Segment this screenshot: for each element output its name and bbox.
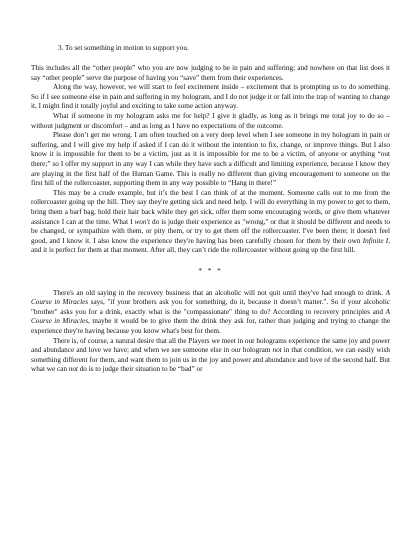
paragraph-1-text: This includes all the “other people” who you are now judging to be in pain and suffering; and nowhere on that list does it say “other people” serve the purpose of having you “save” them from their experiences. xyxy=(31,64,390,82)
paragraph-7 xyxy=(31,337,390,375)
paragraph-6-text-b: says, "if your brothers ask you for something, do it, because it doesn’t matter.". So if your alcoholic "brother" asks you for a drink, exactly what is the "compassionate" thing to do? According to recovery principles and xyxy=(31,298,391,316)
paragraph-5-emphasis-wont: won't xyxy=(134,217,151,226)
paragraph-5-text-a: This may be a crude example, but it’s the best I can think of at the moment. Someone calls out to me from the rollercoaster going up the hill. They say they're getting sick and need help. I will do everything in my power to get to them, bring them a barf bag, hold their hair back while they get sick, offer them some encouraging words, or give them whatever assistance I can at the time. What I xyxy=(31,188,390,226)
paragraph-7-emphasis-not-1: not xyxy=(272,346,282,355)
paragraph-6-text-a: There's an old saying in the recovery business that an alcoholic will not quit until they've had enough to drink. xyxy=(53,288,386,297)
paragraph-5-text-b: do is judge their experience as "wrong," or that it should be different and needs to be changed, or sympathize with them, or pity them, or try to get them off the rollercoaster. I've been there; it doesn't feel good, and I know it. I also know the experience they're having has been carefully chosen for them by their own xyxy=(31,217,391,245)
section-separator: * * * xyxy=(198,266,223,275)
paragraph-4-text: Please don’t get me wrong. I am often touched on a very deep level when I see someone in my hologram in pain or suffering, and I will give my help if asked if I can do it without the intention to fix, change, or improve things. But I also know it is impossible for them to be a victim, just as it is impossible for me to be a victim, of anyone or anything “out there;” so I offer my support in any way I can while they have such a difficult and limiting experience, because I know they are playing in the first half of the Human Game. This is really no different than giving encouragement to someone on the first hill of the rollercoaster, supporting them in any way possible to “Hang in there!” xyxy=(31,131,390,188)
paragraph-3 xyxy=(31,112,390,131)
paragraph-7-text-c: do is to judge their situation to be “bad” or xyxy=(77,365,203,374)
paragraph-2-text: Along the way, however, we will start to feel excitement inside – excitement that is prompting us to do something. So if I see someone else in pain and suffering in my hologram, and I do not judge it or fall into the trap of wanting to change it, I might find it totally joyful and exciting to take some action anyway. xyxy=(31,83,390,111)
paragraph-7-emphasis-not-2: not xyxy=(68,365,78,374)
paragraph-7-text-b: in that condition, we can easily wish something different for them, and want them to join us in the joy and power and abundance and love of the second half. But what we can xyxy=(31,346,390,374)
paragraph-7-text-a: There is, of course, a natural desire that all the Players we meet in our holograms experience the same joy and power and abundance and love we have; and when we see someone else in our hologram xyxy=(31,336,390,355)
paragraph-5-emphasis-infinite-i: Infinite I, xyxy=(362,236,390,245)
paragraph-6 xyxy=(31,289,390,337)
paragraph-6-text-c: , maybe it would be to give them the drink they ask for, rather than judging and trying to change the experience they're having because you know what's best for them. xyxy=(31,317,391,335)
paragraph-5 xyxy=(31,189,390,256)
paragraph-3-text: What if someone in my hologram asks me for help? I give it gladly, as long as it brings me total joy to do so – without judgment or discomfort – and as long as I have no expectations of the outcome. xyxy=(31,112,390,130)
paragraph-4 xyxy=(31,131,390,189)
paragraph-1 xyxy=(31,64,390,83)
section-heading: 3. To set something in motion to support you. xyxy=(58,44,189,52)
paragraph-6-title-acim-1: A Course in Miracles xyxy=(31,288,390,307)
paragraph-2 xyxy=(31,83,390,112)
paragraph-6-title-acim-2: A Course in Miracles xyxy=(31,307,390,326)
paragraph-5-text-c: and it is perfect for them at that moment. After all, they can’t ride the rollercoaster without going up the first hill. xyxy=(31,246,356,255)
